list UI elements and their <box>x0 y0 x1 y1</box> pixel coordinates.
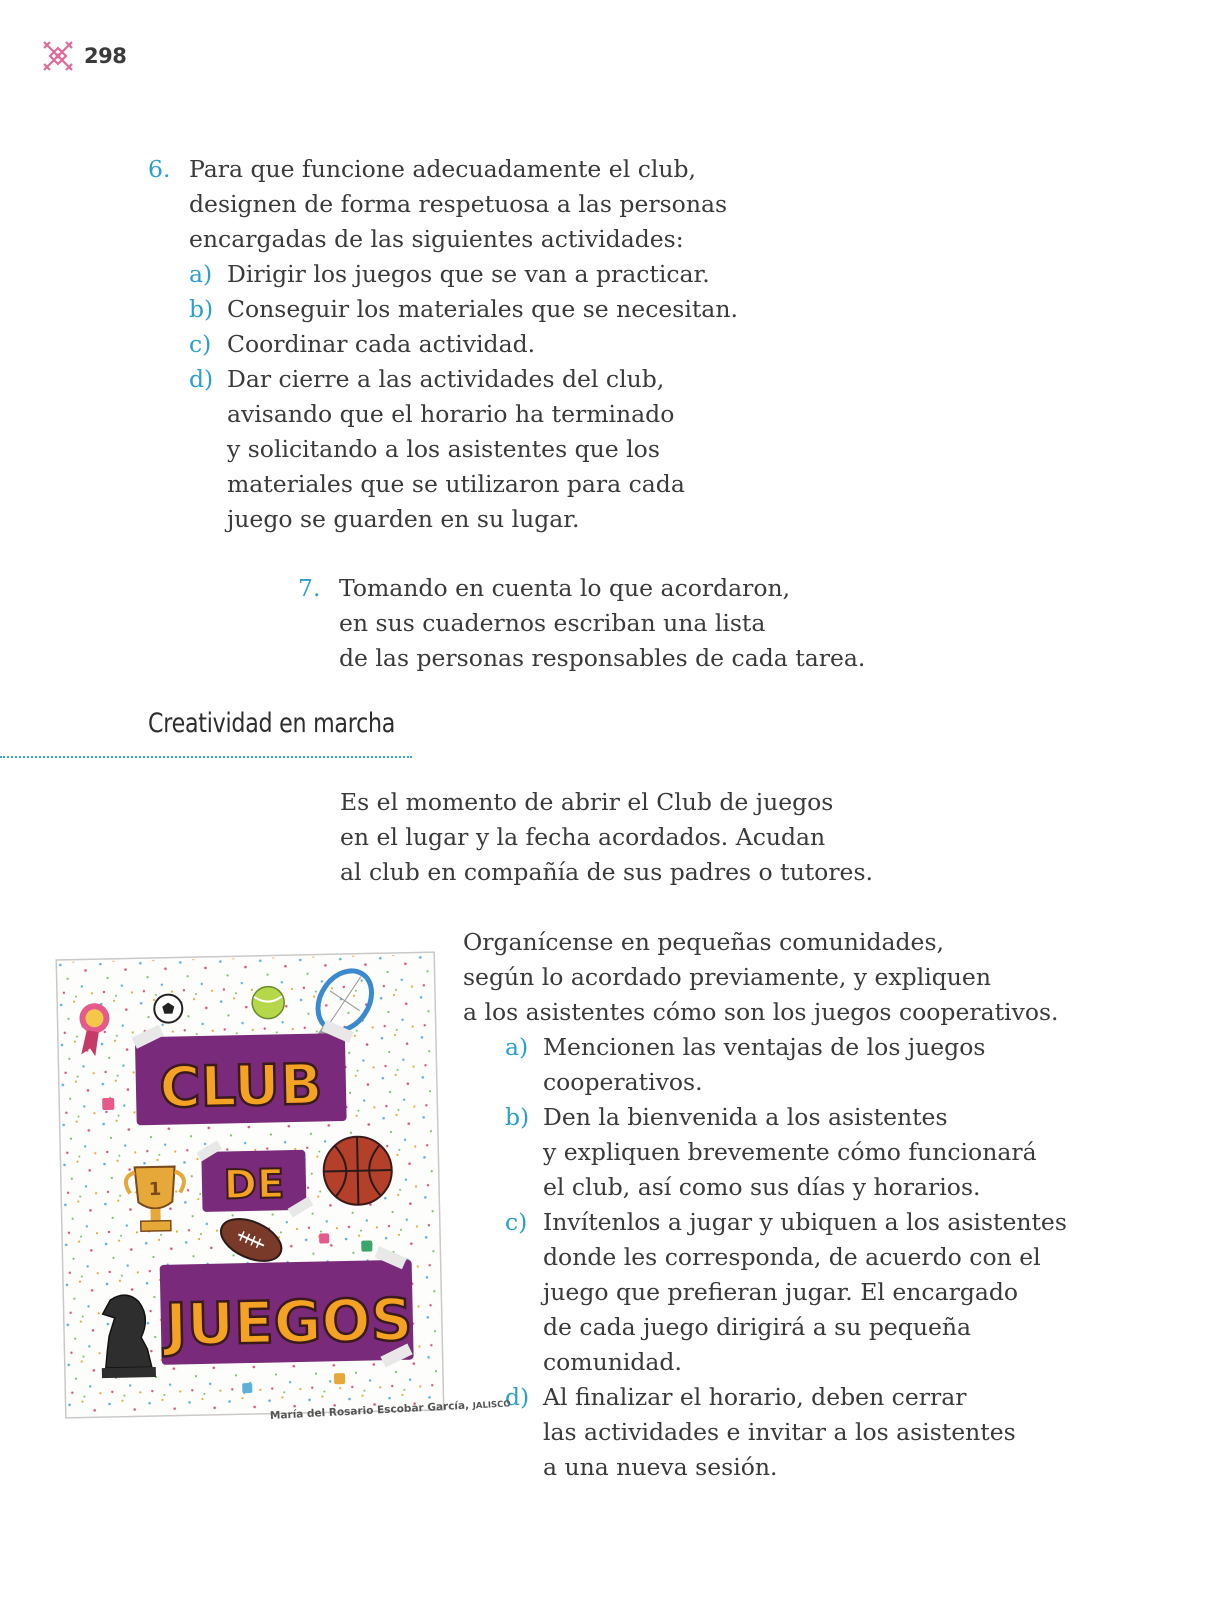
list-item <box>189 327 738 362</box>
step-line: encargadas de las siguientes actividades: <box>189 225 684 253</box>
item-line: donde les corresponda, de acuerdo con el <box>543 1243 1041 1271</box>
step-line: Tomando en cuenta lo que acordaron, <box>339 574 791 602</box>
section-divider <box>0 756 412 758</box>
item-label: b) <box>189 295 214 323</box>
item-line: comunidad. <box>543 1348 682 1376</box>
step-number: 6. <box>148 155 171 183</box>
club-de-juegos-poster <box>55 951 445 1419</box>
list-item <box>505 1205 1067 1380</box>
paragraph-line: en el lugar y la fecha acordados. Acudan <box>340 823 826 851</box>
list-item <box>505 1380 1067 1485</box>
item-line: Dar cierre a las actividades del club, <box>227 365 665 393</box>
item-label: c) <box>505 1208 528 1236</box>
step-7 <box>298 571 865 676</box>
list-item <box>189 257 738 292</box>
tennis-ball-icon <box>252 986 285 1019</box>
paragraph-line: Es el momento de abrir el Club de juegos <box>340 788 834 816</box>
item-line: de cada juego dirigirá a su pequeña <box>543 1313 972 1341</box>
poster-word-de: DE <box>223 1161 285 1209</box>
item-line: Dirigir los juegos que se van a practicar. <box>227 260 710 288</box>
item-line: cooperativos. <box>543 1068 703 1096</box>
credit-region: JALISCO <box>472 1399 511 1412</box>
item-line: juego se guarden en su lugar. <box>227 505 580 533</box>
item-label: b) <box>505 1103 530 1131</box>
step-number: 7. <box>298 574 321 602</box>
item-line: las actividades e invitar a los asistentes <box>543 1418 1016 1446</box>
step-line: Para que funcione adecuadamente el club, <box>189 155 697 183</box>
item-label: d) <box>189 365 214 393</box>
poster-word-juegos: JUEGOS <box>164 1285 414 1359</box>
item-label: d) <box>505 1383 530 1411</box>
paragraph-line: a los asistentes cómo son los juegos cooperativos. <box>463 998 1059 1026</box>
basketball-icon <box>323 1136 392 1205</box>
paragraph-line: según lo acordado previamente, y expliquen <box>463 963 991 991</box>
credit-name: María del Rosario Escobar García, <box>269 1399 470 1422</box>
item-label: a) <box>189 260 213 288</box>
item-line: Conseguir los materiales que se necesitan. <box>227 295 738 323</box>
juegos-banner <box>159 1245 413 1372</box>
item-line: Mencionen las ventajas de los juegos <box>543 1033 986 1061</box>
item-line: a una nueva sesión. <box>543 1453 778 1481</box>
step-6 <box>148 152 738 537</box>
poster-word-club: CLUB <box>158 1052 324 1121</box>
item-line: el club, así como sus días y horarios. <box>543 1173 981 1201</box>
list-item <box>505 1100 1067 1205</box>
item-label: a) <box>505 1033 529 1061</box>
decorative-cross-icon <box>40 38 76 74</box>
item-line: Den la bienvenida a los asistentes <box>543 1103 948 1131</box>
list-item <box>189 292 738 327</box>
paragraph-line: Organícense en pequeñas comunidades, <box>463 928 944 956</box>
item-line: y expliquen brevemente cómo funcionará <box>543 1138 1037 1166</box>
item-label: c) <box>189 330 212 358</box>
list-item <box>505 1030 1067 1100</box>
item-line: materiales que se utilizaron para cada <box>227 470 685 498</box>
intro-paragraph <box>340 785 873 890</box>
page-header <box>40 38 126 74</box>
soccer-ball-icon <box>154 994 183 1023</box>
item-line: juego que prefieran jugar. El encargado <box>543 1278 1019 1306</box>
item-line: y solicitando a los asistentes que los <box>227 435 660 463</box>
trophy-number: 1 <box>148 1178 162 1201</box>
item-line: Invítenlos a jugar y ubiquen a los asistentes <box>543 1208 1067 1236</box>
section-title: Creatividad en marcha <box>148 708 396 739</box>
item-line: Al finalizar el horario, deben cerrar <box>543 1383 967 1411</box>
list-item <box>189 362 738 537</box>
item-line: avisando que el horario ha terminado <box>227 400 675 428</box>
organize-paragraph <box>463 925 1067 1485</box>
step-line: designen de forma respetuosa a las personas <box>189 190 728 218</box>
step-line: en sus cuadernos escriban una lista <box>339 609 766 637</box>
item-line: Coordinar cada actividad. <box>227 330 536 358</box>
step-line: de las personas responsables de cada tarea. <box>339 644 866 672</box>
paragraph-line: al club en compañía de sus padres o tutores. <box>340 858 873 886</box>
page-number: 298 <box>84 44 127 68</box>
